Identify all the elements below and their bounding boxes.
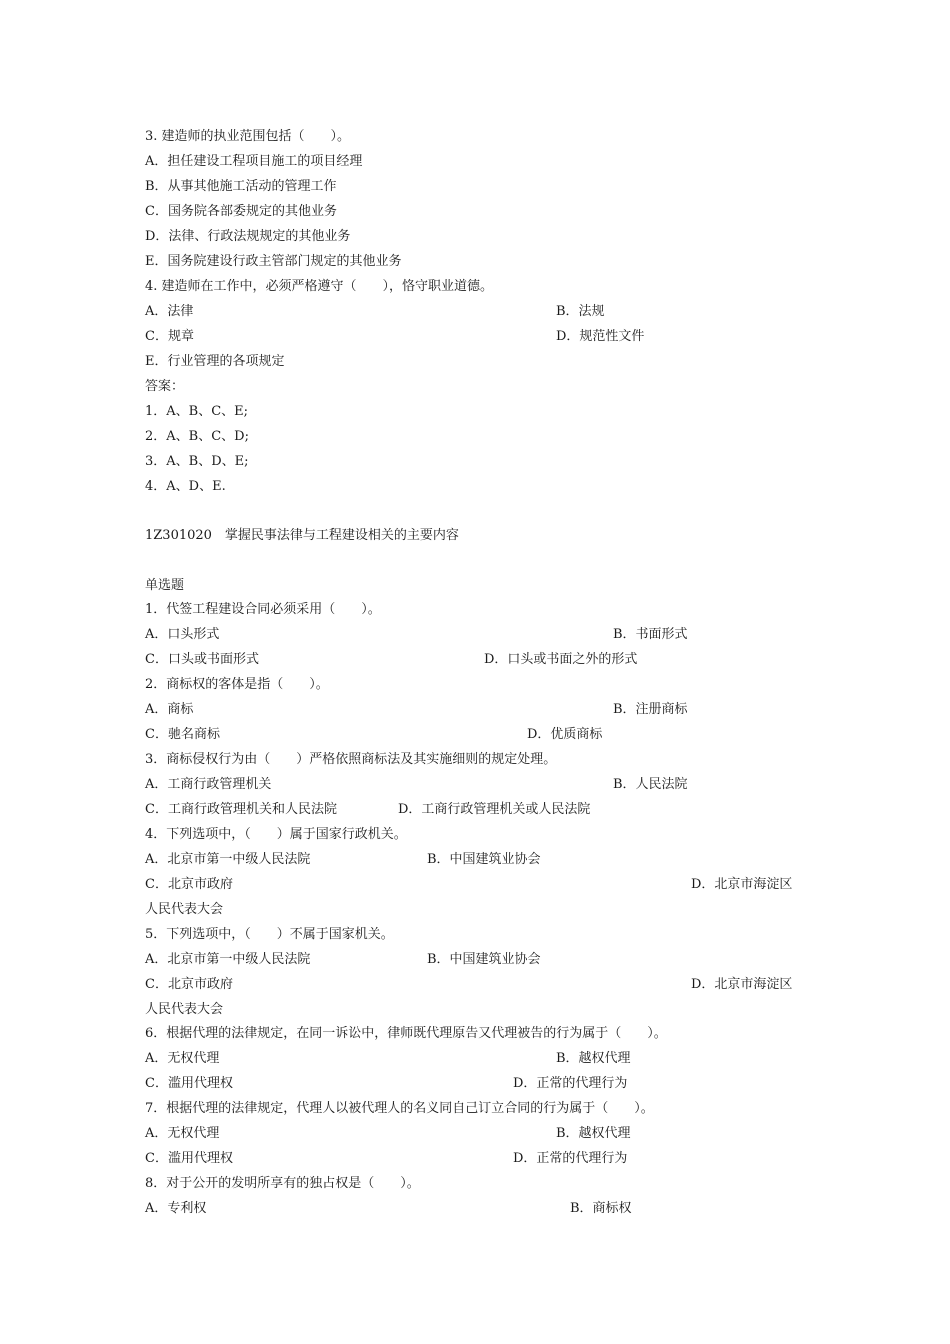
s6-option-c: C．滥用代理权 bbox=[145, 1076, 233, 1091]
s5-option-b: B．中国建筑业协会 bbox=[427, 952, 541, 967]
single-question-2: 2．商标权的客体是指（ ）。 bbox=[145, 677, 329, 692]
s5-option-c: C．北京市政府 bbox=[145, 977, 233, 992]
single-choice-heading: 单选题 bbox=[145, 578, 185, 593]
s5-option-a: A．北京市第一中级人民法院 bbox=[145, 952, 311, 967]
q4-option-d: D．规范性文件 bbox=[556, 329, 645, 344]
s5-option-d: D．北京市海淀区 bbox=[691, 977, 793, 992]
q3-option-d: D．法律、行政法规规定的其他业务 bbox=[145, 229, 351, 244]
s3-option-b: B．人民法院 bbox=[613, 777, 688, 792]
s7-option-b: B．越权代理 bbox=[556, 1126, 631, 1141]
s4-option-d-continued: 人民代表大会 bbox=[145, 902, 224, 917]
s7-option-d: D．正常的代理行为 bbox=[513, 1151, 628, 1166]
s1-option-b: B．书面形式 bbox=[613, 627, 688, 642]
q4-option-a: A．法律 bbox=[145, 304, 194, 319]
question-4: 4. 建造师在工作中，必须严格遵守（ ），恪守职业道德。 bbox=[145, 279, 494, 294]
answer-1: 1．A、B、C、E; bbox=[145, 404, 249, 419]
s1-option-d: D．口头或书面之外的形式 bbox=[484, 652, 638, 667]
section-heading: 1Z301020 掌握民事法律与工程建设相关的主要内容 bbox=[145, 528, 459, 543]
s5-option-d-continued: 人民代表大会 bbox=[145, 1002, 224, 1017]
s8-option-a: A．专利权 bbox=[145, 1201, 207, 1216]
s6-option-a: A．无权代理 bbox=[145, 1051, 220, 1066]
s2-option-b: B．注册商标 bbox=[613, 702, 688, 717]
s4-option-d: D．北京市海淀区 bbox=[691, 877, 793, 892]
answer-2: 2．A、B、C、D; bbox=[145, 429, 249, 444]
s1-option-a: A．口头形式 bbox=[145, 627, 220, 642]
s4-option-a: A．北京市第一中级人民法院 bbox=[145, 852, 311, 867]
single-question-3: 3．商标侵权行为由（ ）严格依照商标法及其实施细则的规定处理。 bbox=[145, 752, 557, 767]
s4-option-b: B．中国建筑业协会 bbox=[427, 852, 541, 867]
q4-option-c: C．规章 bbox=[145, 329, 194, 344]
s7-option-a: A．无权代理 bbox=[145, 1126, 220, 1141]
single-question-8: 8．对于公开的发明所享有的独占权是（ ）。 bbox=[145, 1176, 420, 1191]
s3-option-a: A．工商行政管理机关 bbox=[145, 777, 272, 792]
s7-option-c: C．滥用代理权 bbox=[145, 1151, 233, 1166]
single-question-6: 6．根据代理的法律规定，在同一诉讼中，律师既代理原告又代理被告的行为属于（ ）。 bbox=[145, 1026, 667, 1041]
single-question-4: 4．下列选项中，（ ）属于国家行政机关。 bbox=[145, 827, 407, 842]
s3-option-c: C．工商行政管理机关和人民法院 bbox=[145, 802, 337, 817]
answer-4: 4．A、D、E. bbox=[145, 479, 226, 494]
single-question-1: 1．代签工程建设合同必须采用（ ）。 bbox=[145, 602, 381, 617]
single-question-5: 5．下列选项中，（ ）不属于国家机关。 bbox=[145, 927, 394, 942]
s2-option-d: D．优质商标 bbox=[527, 727, 603, 742]
s4-option-c: C．北京市政府 bbox=[145, 877, 233, 892]
s3-option-d: D．工商行政管理机关或人民法院 bbox=[398, 802, 591, 817]
q4-option-b: B．法规 bbox=[556, 304, 605, 319]
q4-option-e: E．行业管理的各项规定 bbox=[145, 354, 285, 369]
q3-option-b: B．从事其他施工活动的管理工作 bbox=[145, 179, 337, 194]
s6-option-b: B．越权代理 bbox=[556, 1051, 631, 1066]
answer-3: 3．A、B、D、E; bbox=[145, 454, 249, 469]
answers-heading: 答案： bbox=[145, 379, 185, 394]
s2-option-a: A．商标 bbox=[145, 702, 194, 717]
s2-option-c: C．驰名商标 bbox=[145, 727, 220, 742]
q3-option-e: E．国务院建设行政主管部门规定的其他业务 bbox=[145, 254, 402, 269]
q3-option-c: C．国务院各部委规定的其他业务 bbox=[145, 204, 337, 219]
s8-option-b: B．商标权 bbox=[570, 1201, 632, 1216]
q3-option-a: A．担任建设工程项目施工的项目经理 bbox=[145, 154, 363, 169]
s6-option-d: D．正常的代理行为 bbox=[513, 1076, 628, 1091]
s1-option-c: C．口头或书面形式 bbox=[145, 652, 259, 667]
question-3: 3. 建造师的执业范围包括（ ）。 bbox=[145, 129, 351, 144]
single-question-7: 7．根据代理的法律规定，代理人以被代理人的名义同自己订立合同的行为属于（ ）。 bbox=[145, 1101, 654, 1116]
